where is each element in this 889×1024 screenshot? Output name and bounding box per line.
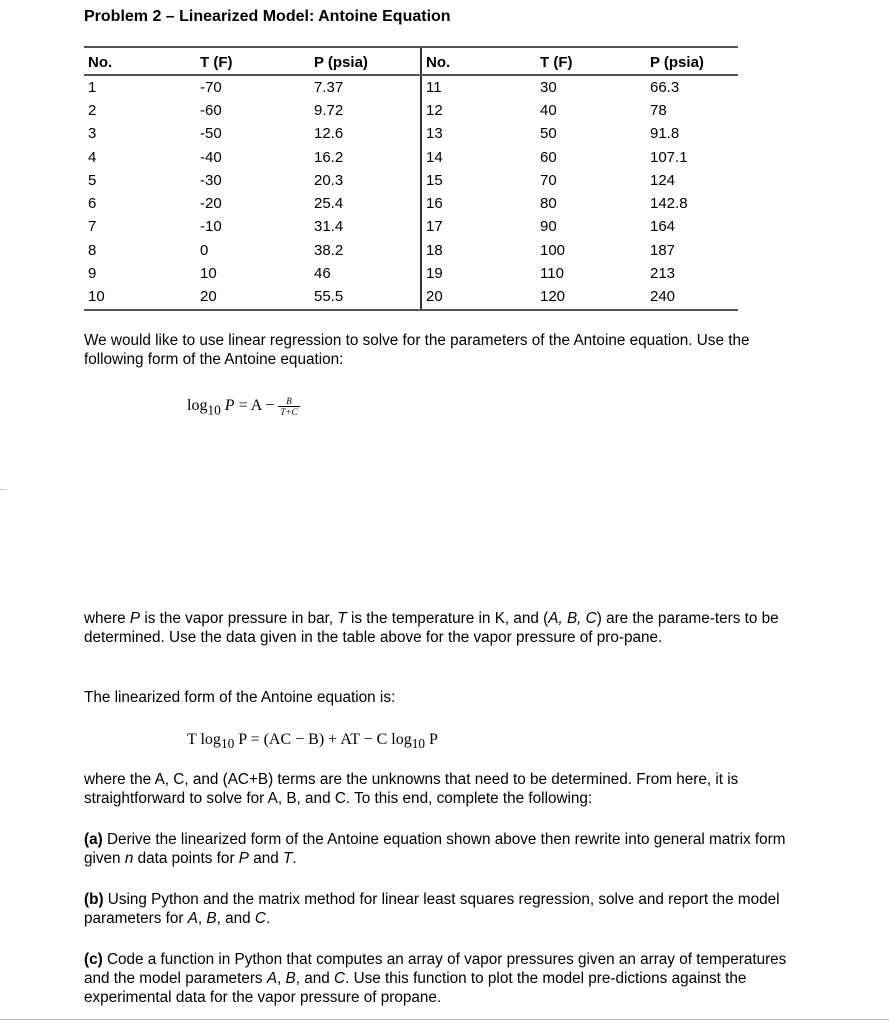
page-bottom-rule (0, 1019, 889, 1020)
table-row (84, 169, 738, 192)
var-span: T (283, 850, 293, 867)
part-c (84, 950, 808, 1007)
cell: -70 (200, 78, 222, 96)
cell: 17 (421, 216, 536, 239)
var-span: P (129, 610, 141, 627)
header-pressure-2: P (psia) (646, 47, 738, 75)
eq2-part: T log (187, 731, 221, 748)
var-span: C (254, 910, 266, 927)
cell: 11 (421, 75, 536, 99)
cell: 100 (540, 241, 566, 259)
cell: 0 (200, 241, 209, 259)
var-span: P (238, 850, 249, 867)
cell: 187 (650, 241, 676, 259)
cell: 4 (88, 148, 97, 166)
part-b (84, 890, 808, 928)
text-span: where (84, 610, 130, 627)
eq1-fraction (278, 396, 299, 417)
eq1-var: P (224, 397, 235, 415)
header-pressure: P (psia) (310, 47, 421, 75)
cell: 20 (196, 286, 310, 310)
table-row (84, 123, 738, 146)
text-span: Using Python and the matrix method for linear least squares regression, solve and report the model parameters for (84, 891, 780, 927)
cell: 78 (650, 101, 667, 119)
eq2-base: 10 (411, 736, 426, 752)
linearized-equation (187, 731, 438, 752)
eq2-part: P = (AC − B) + AT − C log (234, 731, 412, 748)
text-span: . Use this function to plot the model pre-dictions against the experimental data for the vapor pressure of propane. (84, 970, 747, 1006)
cell: 25.4 (314, 195, 344, 213)
cell: 7.37 (314, 78, 344, 96)
cell: 55.5 (310, 286, 421, 310)
table-row (84, 286, 738, 310)
table-row (84, 75, 738, 99)
text-span: data points for (133, 850, 239, 867)
cell: 9.72 (314, 101, 344, 119)
cell: 20 (421, 286, 536, 310)
var-span: A (266, 970, 278, 987)
eq2-base: 10 (220, 736, 235, 752)
text-span: ) are the parame-ters to be determined. Use the data given in the table above for the vapor pressure of pro-pane. (84, 610, 779, 646)
cell: 40 (540, 101, 557, 119)
cell: 50 (540, 125, 557, 143)
cell: -40 (200, 148, 222, 166)
cell: 3 (88, 125, 97, 143)
part-a (84, 830, 808, 868)
cell: 60 (540, 148, 557, 166)
cell: -60 (200, 101, 222, 119)
cell: 10 (84, 286, 196, 310)
antoine-equation (187, 396, 300, 418)
eq2-part: P (425, 731, 438, 748)
cell: 8 (88, 241, 97, 259)
table-row (84, 239, 738, 262)
var-span: A (187, 910, 198, 927)
cell: 10 (200, 265, 217, 283)
text-span: , (277, 970, 286, 987)
cell: 90 (540, 218, 557, 236)
cell: 16 (421, 192, 536, 215)
text-span: Code a function in Python that computes an array of vapor pressures given an array of temperatures and the model parameters (84, 951, 787, 987)
cell: 70 (540, 171, 557, 189)
cell: 31.4 (314, 218, 344, 236)
cell: 120 (536, 286, 646, 310)
cell: 6 (88, 195, 97, 213)
cell: -30 (200, 171, 222, 189)
var-span: A, B, C (548, 610, 597, 627)
text-span: , and (295, 970, 335, 987)
cell: 240 (646, 286, 738, 310)
cell: 12 (421, 99, 536, 122)
text-span: . (292, 850, 297, 867)
text-span: and (249, 850, 284, 867)
intro-paragraph: We would like to use linear regression to solve for the parameters of the Antoine equation. Use the following form of the Antoine equation: (84, 332, 750, 368)
text-span: is the vapor pressure in bar, (140, 610, 338, 627)
cell: 164 (650, 218, 676, 236)
table-row (84, 146, 738, 169)
eq1-denominator: T+C (280, 407, 298, 417)
table-row (84, 99, 738, 122)
cell: 110 (540, 265, 564, 283)
eq1-log: log (187, 397, 208, 415)
header-temp-2: T (F) (536, 47, 646, 75)
var-span: C (334, 970, 346, 987)
text-span: . (265, 910, 271, 927)
header-temp: T (F) (196, 47, 310, 75)
text-span: Derive the linearized form of the Antoine equation shown above then rewrite into general matrix form given (84, 831, 786, 867)
eq1-mid: = A − (234, 397, 275, 415)
cell: 80 (540, 195, 557, 213)
eq1-numerator: B (278, 396, 299, 407)
header-no: No. (84, 47, 196, 75)
cell: 124 (650, 171, 676, 189)
cell: 9 (88, 265, 97, 283)
unknowns-paragraph: where the A, C, and (AC+B) terms are the unknowns that need to be determined. From here, it is straightforward to solve for A, B, and C. To this end, complete the following: (84, 771, 739, 807)
cell: 16.2 (314, 148, 344, 166)
where-paragraph (84, 609, 808, 647)
part-label: (a) (84, 831, 103, 848)
problem-title: Problem 2 – Linearized Model: Antoine Equation (84, 8, 451, 25)
cell: -10 (200, 218, 222, 236)
table-row (84, 262, 738, 285)
cell: 46 (314, 265, 331, 283)
table-row (84, 192, 738, 215)
text-span: , (197, 910, 207, 927)
var-span: T (337, 610, 347, 627)
cell: 2 (88, 101, 97, 119)
cell: 1 (88, 78, 97, 96)
cell: 91.8 (650, 125, 680, 143)
cell: 66.3 (650, 78, 680, 96)
text-span: , and (216, 910, 255, 927)
linearized-intro: The linearized form of the Antoine equation is: (84, 689, 396, 706)
vapor-pressure-table (84, 46, 738, 311)
table-header-row (84, 47, 738, 75)
cell: -50 (200, 125, 222, 143)
cell: 142.8 (650, 195, 688, 213)
header-no-2: No. (421, 47, 536, 75)
part-label: (c) (84, 951, 103, 968)
cell: 18 (421, 239, 536, 262)
var-span: B (285, 970, 296, 987)
cell: 13 (421, 123, 536, 146)
var-span: n (124, 850, 134, 867)
eq1-base: 10 (207, 402, 221, 418)
cell: 107.1 (650, 148, 688, 166)
part-label: (b) (84, 891, 104, 908)
cell: 14 (421, 146, 536, 169)
cell: 38.2 (314, 241, 344, 259)
cell: 20.3 (314, 171, 344, 189)
cell: 12.6 (314, 125, 344, 143)
margin-mark (0, 489, 6, 490)
table-row (84, 216, 738, 239)
cell: 15 (421, 169, 536, 192)
cell: 5 (88, 171, 97, 189)
cell: 19 (421, 262, 536, 285)
var-span: B (206, 910, 217, 927)
cell: 213 (650, 265, 676, 283)
cell: 7 (88, 218, 97, 236)
text-span: is the temperature in K, and ( (346, 610, 549, 627)
cell: -20 (200, 195, 222, 213)
cell: 30 (540, 78, 557, 96)
